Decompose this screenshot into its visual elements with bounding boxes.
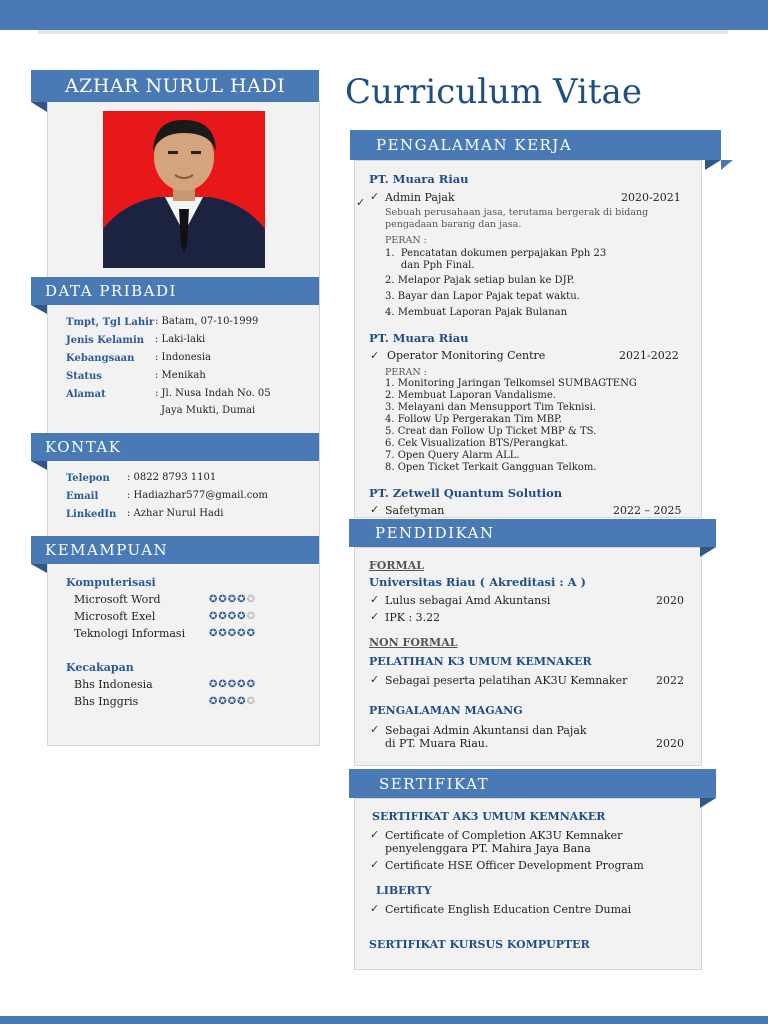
personal-label-address: Alamat	[66, 389, 106, 400]
section-title: DATA PRIBADI	[45, 282, 177, 300]
duty-item: 8. Open Ticket Terkait Gangguan Telkom.	[385, 462, 597, 473]
rating-star-icon: ✪	[209, 594, 219, 605]
rating-star-icon: ✪	[227, 594, 238, 605]
rating-star-icon: ✪	[209, 611, 219, 622]
contact-value-phone[interactable]: : 0822 8793 1101	[127, 472, 217, 483]
education-degree-year: 2020	[656, 594, 684, 607]
rating-star-icon: ✪	[237, 611, 247, 622]
page-title: Curriculum Vitae	[345, 72, 642, 112]
ribbon-fold	[31, 461, 47, 470]
rating-star-icon: ✪	[218, 594, 228, 605]
job-company: PT. Muara Riau	[369, 331, 469, 345]
job-company: PT. Zetwell Quantum Solution	[369, 486, 563, 500]
certificate-computer-title: SERTIFIKAT KURSUS KOMPUPTER	[369, 938, 590, 951]
contact-value-email[interactable]: : Hadiazhar577@gmail.com	[127, 490, 268, 501]
check-icon: ✓	[370, 503, 380, 516]
rating-star-icon: ✪	[209, 696, 219, 707]
job-role: Safetyman	[385, 504, 445, 517]
candidate-name: AZHAR NURUL HADI	[31, 70, 319, 102]
skill-rating	[209, 679, 256, 690]
duty-item: 3. Bayar dan Lapor Pajak tepat waktu.	[385, 291, 580, 302]
contact-label-phone: Telepon	[66, 473, 110, 484]
personal-value-address-line2: Jaya Mukti, Dumai	[161, 405, 256, 416]
ribbon-fold	[31, 102, 47, 112]
personal-value-birth: : Batam, 07-10-1999	[155, 316, 259, 327]
skill-name: Bhs Inggris	[74, 695, 139, 708]
check-icon: ✓	[370, 673, 380, 686]
section-header-sertifikat	[349, 769, 716, 798]
education-nonformal-label: NON FORMAL	[369, 636, 458, 649]
personal-label-birth: Tmpt, Tgl Lahir	[66, 317, 155, 328]
duty-item: 3. Melayani dan Mensupport Tim Teknisi.	[385, 402, 596, 413]
job-role: Operator Monitoring Centre	[387, 349, 546, 362]
rating-star-icon: ✪	[218, 696, 228, 707]
personal-label-gender: Jenis Kelamin	[66, 335, 145, 346]
section-title: PENDIDIKAN	[375, 524, 495, 542]
rating-star-icon: ✪	[218, 679, 228, 690]
rating-star-icon: ✪	[246, 696, 256, 707]
rating-star-icon: ✪	[246, 594, 256, 605]
certificate-liberty-title: LIBERTY	[376, 884, 432, 897]
ribbon-fold	[31, 564, 47, 573]
check-icon: ✓	[370, 593, 380, 606]
section-header-pengalaman	[350, 130, 721, 160]
check-icon: ✓	[370, 828, 380, 841]
duty-item: 1. Monitoring Jaringan Telkomsel SUMBAGTENG	[385, 378, 637, 389]
check-icon: ✓	[370, 858, 380, 871]
education-intern-year: 2020	[656, 737, 684, 750]
duty-item: 4. Membuat Laporan Pajak Bulanan	[385, 307, 568, 318]
top-divider	[38, 30, 728, 34]
check-icon: ✓	[370, 723, 380, 736]
personal-label-status: Status	[66, 371, 102, 382]
check-icon: ✓	[370, 902, 380, 915]
section-title: KONTAK	[45, 438, 122, 456]
section-title: PENGALAMAN KERJA	[376, 136, 573, 154]
rating-star-icon: ✪	[227, 696, 238, 707]
rating-star-icon: ✪	[227, 679, 238, 690]
ribbon-point	[721, 160, 733, 170]
rating-star-icon: ✪	[237, 679, 247, 690]
duty-item: 1. Pencatatan dokumen perpajakan Pph 23	[385, 248, 607, 259]
rating-star-icon: ✪	[227, 611, 238, 622]
certificate-item: Certificate of Completion AK3U Kemnaker	[385, 829, 623, 842]
education-training-desc: Sebagai peserta pelatihan AK3U Kemnaker	[385, 674, 628, 687]
section-header-kemampuan	[31, 536, 319, 564]
top-banner	[0, 0, 768, 30]
duty-item: 2. Melapor Pajak setiap bulan ke DJP.	[385, 275, 575, 286]
job-description: Sebuah perusahaan jasa, terutama bergerak di bidang	[385, 207, 649, 218]
rating-star-icon: ✪	[209, 679, 219, 690]
rating-star-icon: ✪	[246, 611, 256, 622]
contact-label-linkedin: LinkedIn	[66, 509, 117, 520]
personal-value-address: : Jl. Nusa Indah No. 05	[155, 388, 271, 399]
duty-item: 7. Open Query Alarm ALL.	[385, 450, 520, 461]
personal-label-nationality: Kebangsaan	[66, 353, 135, 364]
skill-name: Microsoft Exel	[74, 610, 156, 623]
section-header-data-pribadi	[31, 277, 319, 305]
duties-label: PERAN :	[385, 235, 427, 246]
certificate-item: Certificate English Education Centre Dumai	[385, 903, 632, 916]
skills-heading-computer: Komputerisasi	[66, 576, 156, 589]
skills-heading-language: Kecakapan	[66, 661, 134, 674]
certificate-item: penyelenggara PT. Mahira Jaya Bana	[385, 842, 591, 855]
rating-star-icon: ✪	[246, 628, 256, 639]
check-icon: ✓	[370, 190, 380, 203]
duty-item: dan Pph Final.	[385, 260, 475, 271]
education-degree: Lulus sebagai Amd Akuntansi	[385, 594, 551, 607]
rating-star-icon: ✪	[227, 628, 238, 639]
skill-name: Microsoft Word	[74, 593, 161, 606]
rating-star-icon: ✪	[237, 594, 247, 605]
duties-label: PERAN :	[385, 367, 427, 378]
rating-star-icon: ✪	[218, 611, 228, 622]
rating-star-icon: ✪	[246, 679, 256, 690]
skill-name: Teknologi Informasi	[74, 627, 186, 640]
ribbon-fold	[700, 798, 716, 808]
ribbon-fold	[705, 160, 721, 170]
check-icon: ✓	[370, 349, 380, 362]
job-years: 2020-2021	[621, 191, 681, 204]
personal-value-gender: : Laki-laki	[155, 334, 206, 345]
job-years: 2021-2022	[619, 349, 679, 362]
profile-photo-illustration	[103, 111, 265, 268]
personal-value-status: : Menikah	[155, 370, 206, 381]
personal-value-nationality: : Indonesia	[155, 352, 212, 363]
skill-rating	[209, 594, 256, 605]
ribbon-fold	[31, 305, 47, 314]
rating-star-icon: ✪	[218, 628, 228, 639]
duty-item: 2. Membuat Laporan Vandalisme.	[385, 390, 556, 401]
skill-name: Bhs Indonesia	[74, 678, 153, 691]
duty-item: 4. Follow Up Pergerakan Tim MBP.	[385, 414, 562, 425]
job-role: Admin Pajak	[385, 191, 455, 204]
certificate-item: Certificate HSE Officer Development Program	[385, 859, 644, 872]
education-training-year: 2022	[656, 674, 684, 687]
job-company: PT. Muara Riau	[369, 172, 469, 186]
bottom-banner	[0, 1016, 768, 1024]
education-ipk: IPK : 3.22	[385, 611, 441, 624]
job-years: 2022 – 2025	[613, 504, 682, 517]
skill-rating	[209, 628, 256, 639]
profile-photo	[103, 111, 265, 268]
skill-rating	[209, 696, 256, 707]
certificate-ak3-title: SERTIFIKAT AK3 UMUM KEMNAKER	[372, 810, 606, 823]
ribbon-fold	[700, 547, 716, 557]
section-header-kontak	[31, 433, 319, 461]
rating-star-icon: ✪	[237, 628, 247, 639]
duty-item: 5. Creat dan Follow Up Ticket MBP & TS.	[385, 426, 597, 437]
section-header-pendidikan	[349, 519, 716, 547]
education-university: Universitas Riau ( Akreditasi : A )	[369, 575, 586, 589]
education-intern-desc: di PT. Muara Riau.	[385, 737, 489, 750]
education-intern-desc: Sebagai Admin Akuntansi dan Pajak	[385, 724, 587, 737]
check-icon: ✓	[370, 610, 380, 623]
section-title: KEMAMPUAN	[45, 541, 169, 559]
education-intern-title: PENGALAMAN MAGANG	[369, 704, 523, 717]
duty-item: 6. Cek Visualization BTS/Perangkat.	[385, 438, 569, 449]
skill-rating	[209, 611, 256, 622]
rating-star-icon: ✪	[237, 696, 247, 707]
section-title: SERTIFIKAT	[379, 774, 490, 793]
education-formal-label: FORMAL	[369, 559, 424, 572]
check-icon: ✓	[356, 196, 366, 209]
contact-label-email: Email	[66, 491, 99, 502]
rating-star-icon: ✪	[209, 628, 219, 639]
job-description: pengadaan barang dan jasa.	[385, 219, 522, 230]
education-training-title: PELATIHAN K3 UMUM KEMNAKER	[369, 655, 592, 668]
contact-value-linkedin[interactable]: : Azhar Nurul Hadi	[127, 508, 224, 519]
